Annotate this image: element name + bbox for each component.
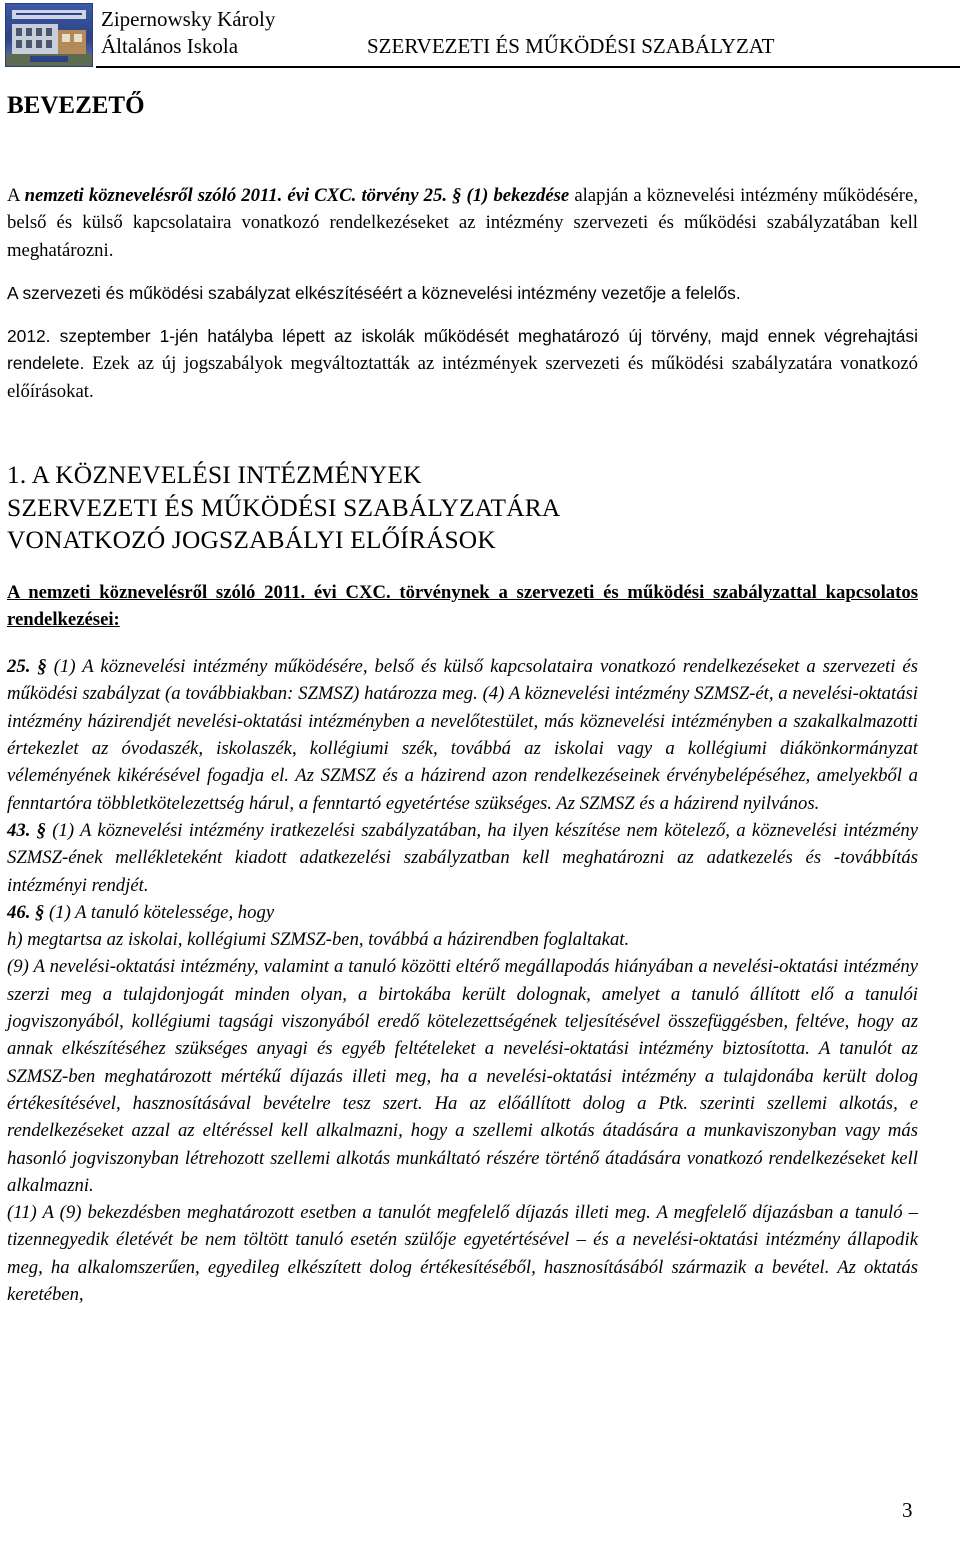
school-building-icon <box>6 4 92 66</box>
school-name-line2: Általános Iskola <box>101 34 239 58</box>
section-1-heading: 1. A KÖZNEVELÉSI INTÉZMÉNYEK SZERVEZETI ÉS MŰKÖDÉSI SZABÁLYZATÁRA VONATKOZÓ JOGSZABÁLYI ELŐÍRÁSOK <box>7 461 561 555</box>
school-name <box>101 6 275 60</box>
section-1-subheading: A nemzeti köznevelésről szóló 2011. évi CXC. törvénynek a szervezeti és működési szabályzattal kapcsolatos rendelkezései: <box>7 581 918 630</box>
page-header <box>0 0 960 70</box>
intro-heading: BEVEZETŐ <box>7 92 145 119</box>
school-name-line1: Zipernowsky Károly <box>101 7 276 31</box>
law-reference: nemzeti köznevelésről szóló 2011. évi CXC. törvény 25. § (1) bekezdése <box>24 185 570 206</box>
paragraph-46: 46. § (1) A tanuló kötelessége, hogy <box>7 901 275 923</box>
document-title: SZERVEZETI ÉS MŰKÖDÉSI SZABÁLYZAT <box>367 34 775 58</box>
page-number: 3 <box>902 1498 913 1522</box>
intro-paragraph-2: A szervezeti és működési szabályzat elkészítéséért a köznevelési intézmény vezetője a felelős. <box>7 282 741 303</box>
paragraph-46-9: (9) A nevelési-oktatási intézmény, valamint a tanuló közötti eltérő megállapodás hiányában a nevelési-oktatási intézmény szerzi meg a tulajdonjogát minden olyan, a birtokába került dolognak, amelyet a tanuló állított elő a tanulói jogviszonyából, kollégiumi tagsági viszonyából eredő kötelezettségének teljesítésével összefüggésben, feltéve, hogy az annak elkészítéséhez szükséges anyagi és egyéb feltételeket a nevelési-oktatási intézmény biztosította. A tanulót az SZMSZ-ben meghatározott mértékű díjazás illeti meg, ha a nevelési-oktatási intézmény a tulajdonába került dolog értékesítésével, hasznosításával bevételre tesz szert. Ha az előállított dolog a Ptk. szerinti szellemi alkotás, e rendelkezéseket azzal az eltéréssel kell alkalmazni, hogy a szellemi alkotás átadására a munkaviszonyban vagy más hasonló jogviszonyban létrehozott szellemi alkotás munkáltató részére történő átadására vonatkozó rendelkezéseket kell alkalmazni. <box>7 956 918 1196</box>
school-logo <box>5 3 93 67</box>
paragraph-25: 25. § (1) A köznevelési intézmény működésére, belső és külső kapcsolataira vonatkozó rendelkezéseket a szervezeti és működési szabályzat (a továbbiakban: SZMSZ) határozza meg. (4) A köznevelési intézmény SZMSZ-ét, a nevelési-oktatási intézmény házirendjét nevelési-oktatási intézményben a nevelőtestület, más köznevelési intézményben a szakalkalmazotti értekezlet az óvodaszék, iskolaszék, kollégiumi szék, továbbá az iskolai vagy a kollégiumi diákönkormányzat véleményének kikérésével fogadja el. Az SZMSZ és a házirend azon rendelkezéseinek érvénybelépéséhez, amelyekből a fenntartóra többletkötelezettség hárul, a fenntartó egyetértése szükséges. Az SZMSZ és a házirend nyilvános. <box>7 656 919 814</box>
document-body <box>7 182 918 1308</box>
intro-paragraph-1: A nemzeti köznevelésről szóló 2011. évi CXC. törvény 25. § (1) bekezdése alapján a köznevelési intézmény működésére, belső és külső kapcsolataira vonatkozó rendelkezéseket az intézmény szervezeti és működési szabályzatában kell meghatározni. <box>7 185 918 261</box>
header-divider <box>96 66 960 68</box>
paragraph-43: 43. § (1) A köznevelési intézmény iratkezelési szabályzatában, ha ilyen készítése nem kötelező, a köznevelési intézmény SZMSZ-ének mellékleteként kiadott adatkezelési szabályzatban kell meghatározni az adatkezelés és -továbbítás intézményi rendjét. <box>7 819 919 896</box>
paragraph-46-11: (11) A (9) bekezdésben meghatározott esetben a tanulót megfelelő díjazás illeti meg. A megfelelő díjazásban a tanuló – tizennegyedik életévét be nem töltött tanuló esetén szülője egyetértésével – és a nevelési-oktatási intézmény állapodik meg, ha alkalomszerűen, egyedileg elkészített dolog értékesítéséből, hasznosításából származik a bevétel. Az oktatás keretében, <box>7 1202 918 1305</box>
paragraph-46-h: h) megtartsa az iskolai, kollégiumi SZMSZ-ben, továbbá a házirendben foglaltakat. <box>7 929 630 951</box>
intro-paragraph-3: 2012. szeptember 1-jén hatályba lépett az iskolák működését meghatározó új törvény, majd ennek végrehajtási rendelete. Ezek az új jogszabályok megváltoztatták az intézmények szervezeti és működési szabályzatára vonatkozó előírásokat. <box>7 326 918 402</box>
